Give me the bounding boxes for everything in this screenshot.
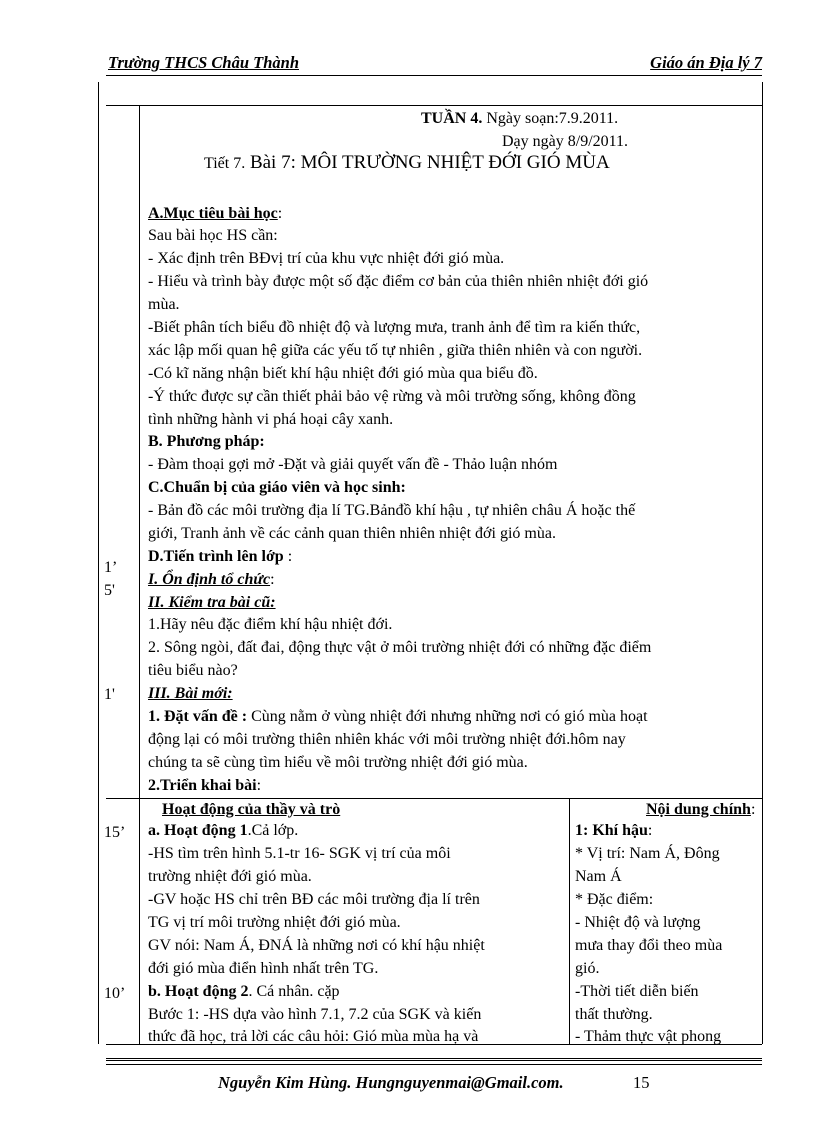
- intro-line: động lại có môi trường thiên nhiên khác với môi trường nhiệt đới.hôm nay: [148, 731, 626, 748]
- time-marker: 10’: [104, 985, 126, 1002]
- time-marker: 1': [104, 686, 115, 703]
- prep-line: giới, Tranh ảnh về các cảnh quan thiên nhiên nhiệt đới gió mùa.: [148, 525, 556, 542]
- objective-line: mùa.: [148, 296, 180, 313]
- activity-line: thức đã học, trả lời các câu hỏi: Gió mùa mùa hạ và: [148, 1028, 479, 1045]
- objectives-intro: Sau bài học HS cần:: [148, 227, 278, 244]
- activity-line: -HS tìm trên hình 5.1-tr 16- SGK vị trí của môi: [148, 845, 451, 862]
- intro-line: chúng ta sẽ cùng tìm hiểu về môi trường nhiệt đới gió mùa.: [148, 754, 528, 771]
- objective-line: -Ý thức được sự cần thiết phải bảo vệ rừng và môi trường sống, không đồng: [148, 388, 636, 405]
- content-line: thất thường.: [575, 1006, 653, 1023]
- prep-heading: C.Chuẩn bị của giáo viên và học sinh:: [148, 479, 406, 496]
- method-heading: B. Phương pháp:: [148, 433, 265, 450]
- teach-date: Dạy ngày 8/9/2011.: [502, 133, 629, 150]
- objective-line: -Có kĩ năng nhận biết khí hậu nhiệt đới gió mùa qua biểu đồ.: [148, 365, 538, 382]
- school-name: Trường THCS Châu Thành: [108, 53, 299, 72]
- method-line: - Đàm thoại gợi mở -Đặt và giải quyết vấn đề - Thảo luận nhóm: [148, 456, 558, 473]
- content-line: mưa thay đổi theo mùa: [575, 937, 723, 954]
- content-line: * Đặc điểm:: [575, 891, 654, 908]
- objective-line: tình những hành vi phá hoại cây xanh.: [148, 411, 394, 428]
- content-column-header: Nội dung chính:: [646, 801, 756, 818]
- intro-line: 1. Đặt vấn đề : Cùng nằm ở vùng nhiệt đới nhưng những nơi có gió mùa hoạt: [148, 708, 648, 725]
- objective-line: -Biết phân tích biểu đồ nhiệt độ và lượng mưa, tranh ảnh để tìm ra kiến thức,: [148, 319, 641, 336]
- activity-column-header: Hoạt động của thầy và trò: [162, 801, 341, 818]
- objective-line: - Hiểu và trình bày được một số đặc điểm cơ bản của thiên nhiên nhiệt đới gió: [148, 273, 649, 290]
- process-heading: D.Tiến trình lên lớp :: [148, 548, 293, 565]
- content-line: - Thảm thực vật phong: [575, 1028, 722, 1045]
- time-column-border: [139, 105, 140, 1044]
- prep-date: Ngày soạn:7.9.2011.: [486, 110, 619, 127]
- section-1-heading: I. Ổn định tổ chức:: [148, 571, 275, 588]
- footer-rule-thin: [106, 1064, 762, 1065]
- page-header: [106, 50, 762, 74]
- table-right-border: [762, 82, 763, 1044]
- subject-name: Giáo án Địa lý 7: [650, 53, 762, 72]
- week-label: TUẦN 4.: [421, 110, 483, 127]
- objective-line: - Xác định trên BĐvị trí của khu vực nhiệt đới gió mùa.: [148, 250, 505, 267]
- activity-line: Bước 1: -HS dựa vào hình 7.1, 7.2 của SGK và kiến: [148, 1006, 482, 1023]
- section-3-heading: III. Bài mới:: [148, 685, 233, 702]
- page-number: 15: [633, 1073, 650, 1092]
- time-marker: 15’: [104, 824, 126, 841]
- content-line: Nam Á: [575, 868, 622, 885]
- activity-2-heading: b. Hoạt động 2. Cá nhân. cặp: [148, 983, 340, 1000]
- activity-line: TG vị trí môi trường nhiệt đới gió mùa.: [148, 914, 401, 931]
- review-question: 2. Sông ngòi, đất đai, động thực vật ở môi trường nhiệt đới có những đặc điểm: [148, 639, 652, 656]
- header-rule: [106, 75, 762, 76]
- review-question: tiêu biểu nào?: [148, 662, 238, 679]
- climate-heading: 1: Khí hậu:: [575, 822, 653, 839]
- time-marker: 5': [104, 582, 115, 599]
- objectives-heading: A.Mục tiêu bài học:: [148, 205, 283, 222]
- activity-line: -GV hoặc HS chỉ trên BĐ các môi trường địa lí trên: [148, 891, 480, 908]
- footer-author: Nguyễn Kim Hùng. Hungnguyenmai@Gmail.com.: [218, 1073, 564, 1092]
- prep-line: - Bản đồ các môi trường địa lí TG.Bảnđồ khí hậu , tự nhiên châu Á hoặc thế: [148, 502, 636, 519]
- time-marker: 1’: [104, 559, 118, 576]
- content-line: gió.: [575, 960, 600, 977]
- content-line: * Vị trí: Nam Á, Đông: [575, 845, 720, 862]
- objective-line: xác lập mối quan hệ giữa các yếu tố tự nhiên , giữa thiên nhiên và con người.: [148, 342, 643, 359]
- table-top-border: [106, 105, 762, 106]
- week-date-line: [421, 108, 618, 130]
- review-question: 1.Hãy nêu đặc điểm khí hậu nhiệt đới.: [148, 616, 393, 633]
- content-line: - Nhiệt độ và lượng: [575, 914, 701, 931]
- table-left-border: [98, 82, 99, 1044]
- content-column-border: [569, 798, 570, 1044]
- activity-line: trường nhiệt đới gió mùa.: [148, 868, 312, 885]
- section-2-heading: II. Kiểm tra bài cũ:: [148, 594, 276, 611]
- activity-line: GV nói: Nam Á, ĐNÁ là những nơi có khí hậu nhiệt: [148, 937, 485, 954]
- title-main: Bài 7: MÔI TRƯỜNG NHIỆT ĐỚI GIÓ MÙA: [249, 152, 610, 173]
- activity-line: đới gió mùa điển hình nhất trên TG.: [148, 960, 379, 977]
- content-line: -Thời tiết diễn biến: [575, 983, 699, 1000]
- page-footer: [218, 1073, 650, 1093]
- activity-1-heading: a. Hoạt động 1.Cả lớp.: [148, 822, 299, 839]
- lesson-title: [204, 152, 610, 175]
- footer-rule: [106, 1058, 762, 1061]
- title-prefix: Tiết 7.: [204, 155, 246, 172]
- deploy-heading: 2.Triển khai bài:: [148, 777, 262, 794]
